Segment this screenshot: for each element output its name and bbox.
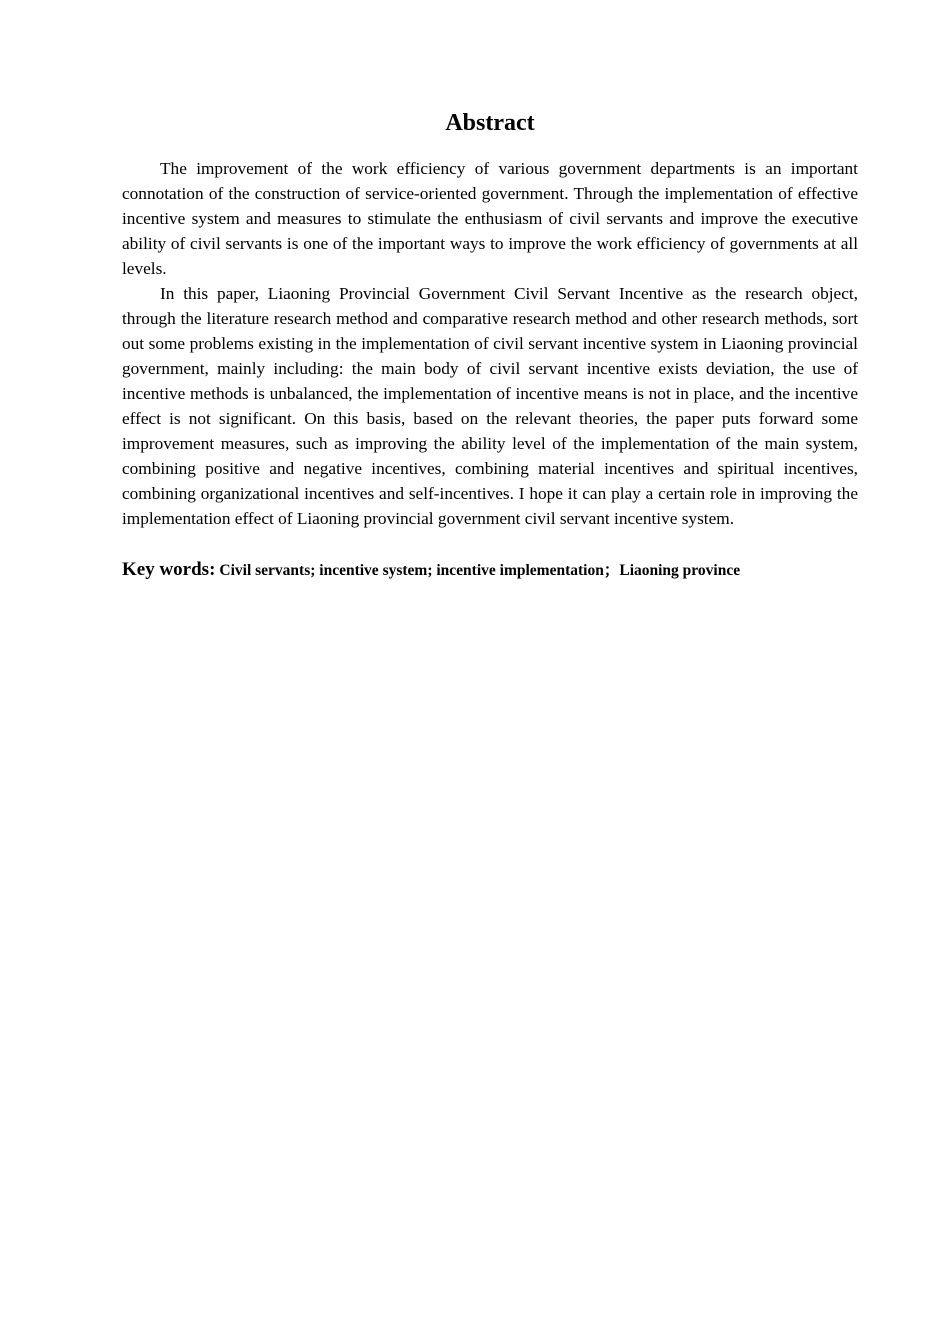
abstract-paragraph-1: The improvement of the work efficiency of various government departments is an important connotation of the construction of service-oriented government. Through the implementation of effective incentive system and measures to stimulate the enthusiasm of civil servants and improve the executive ability of civil servants is one of the important ways to improve the work efficiency of governments at all levels. xyxy=(122,159,858,278)
keywords-list: Civil servants; incentive system; incentive implementation xyxy=(219,562,604,579)
keywords-separator: ； xyxy=(603,562,620,579)
keywords-line xyxy=(122,556,858,585)
keywords-last: Liaoning province xyxy=(619,562,741,579)
abstract-title: Abstract xyxy=(445,110,535,136)
abstract-section xyxy=(122,106,858,585)
abstract-paragraph-2: In this paper, Liaoning Provincial Government Civil Servant Incentive as the research object, through the literature research method and comparative research method and other research methods, sort out some problems existing in the implementation of civil servant incentive system in Liaoning provincial government, mainly including: the main body of civil servant incentive exists deviation, the use of incentive methods is unbalanced, the implementation of incentive means is not in place, and the incentive effect is not significant. On this basis, based on the relevant theories, the paper puts forward some improvement measures, such as improving the ability level of the implementation of the main system, combining positive and negative incentives, combining material incentives and spiritual incentives, combining organizational incentives and self-incentives. I hope it can play a certain role in improving the implementation effect of Liaoning provincial government civil servant incentive system. xyxy=(122,284,858,528)
keywords-label: Key words: xyxy=(122,559,216,580)
